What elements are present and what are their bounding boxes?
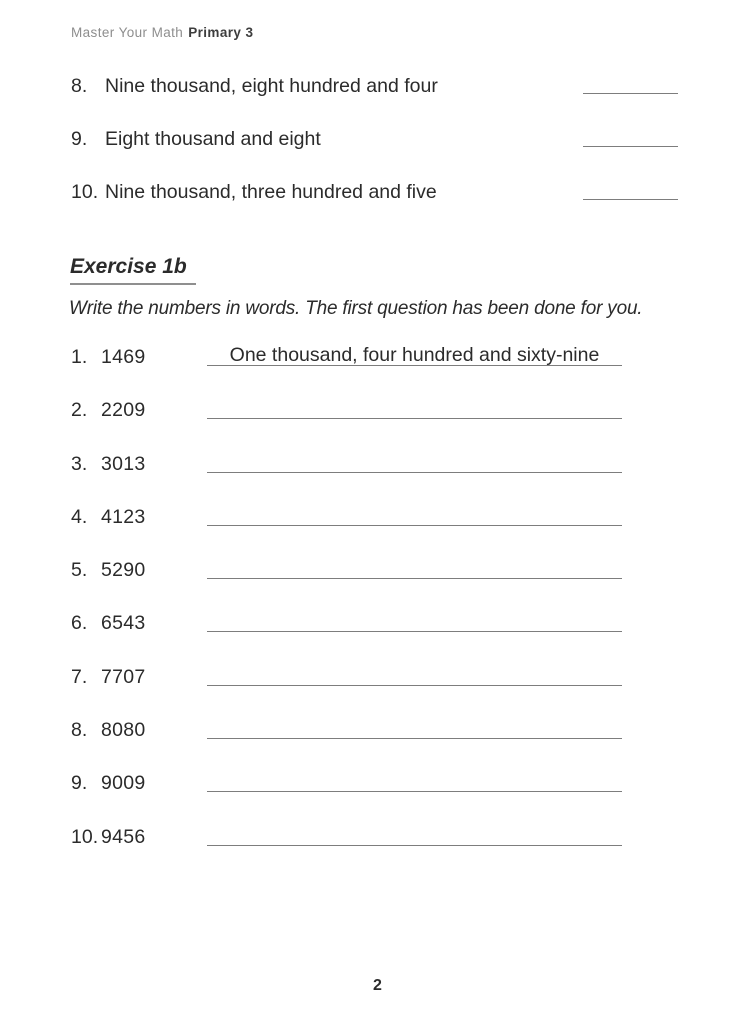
exercise-heading: Exercise 1b: [70, 255, 196, 285]
exercise-instruction: Write the numbers in words. The first question has been done for you.: [69, 298, 643, 319]
question-text: Eight thousand and eight: [105, 128, 321, 150]
question-row: [70, 127, 688, 180]
item-numeral: 1469: [101, 346, 146, 368]
item-numeral: 4123: [101, 505, 146, 528]
item-numeral: 3013: [101, 452, 146, 475]
exercise-row: [70, 611, 688, 664]
item-numeral: 2209: [101, 399, 146, 422]
answer-blank-line[interactable]: [583, 74, 678, 94]
item-number: 8.: [71, 719, 88, 742]
exercise-1b-question-list: [70, 345, 688, 878]
answer-blank-line[interactable]: [207, 718, 622, 739]
item-numeral: 5290: [101, 559, 146, 582]
item-numeral: 8080: [101, 719, 146, 742]
item-number: 7.: [71, 665, 88, 688]
question-number: 9.: [71, 128, 88, 150]
book-level: Primary 3: [188, 25, 254, 40]
item-numeral: 7707: [101, 665, 146, 688]
exercise-row: [70, 718, 688, 771]
exercise-row: [70, 452, 688, 505]
item-number: 10.: [71, 825, 99, 848]
answer-blank-line[interactable]: [207, 345, 622, 366]
item-number: 5.: [71, 559, 88, 582]
exercise-row: [70, 558, 688, 611]
item-number: 3.: [71, 452, 88, 475]
answer-blank-line[interactable]: [583, 127, 678, 147]
question-text: Nine thousand, eight hundred and four: [105, 75, 438, 97]
item-numeral: 9009: [101, 772, 146, 795]
answer-blank-line[interactable]: [207, 665, 622, 686]
question-text: Nine thousand, three hundred and five: [105, 181, 437, 203]
item-numeral: 6543: [101, 612, 146, 635]
item-number: 2.: [71, 399, 88, 422]
page-number: 2: [373, 977, 382, 994]
exercise-row: [70, 825, 688, 878]
answer-blank-line[interactable]: [207, 398, 622, 419]
exercise-row: [70, 505, 688, 558]
question-row: [70, 74, 688, 127]
exercise-row: [70, 345, 688, 398]
exercise-1a-tail-questions: [70, 74, 688, 233]
answer-blank-line[interactable]: [583, 180, 678, 200]
answer-blank-line[interactable]: [207, 505, 622, 526]
item-number: 4.: [71, 505, 88, 528]
item-number: 6.: [71, 612, 88, 635]
answer-blank-line[interactable]: [207, 825, 622, 846]
answer-blank-line[interactable]: [207, 452, 622, 473]
item-numeral: 9456: [101, 825, 146, 848]
answer-blank-line[interactable]: [207, 611, 622, 632]
running-head: [71, 25, 253, 41]
question-number: 10.: [71, 181, 99, 203]
answer-blank-line[interactable]: [207, 558, 622, 579]
answer-blank-line[interactable]: [207, 771, 622, 792]
exercise-row: [70, 665, 688, 718]
book-series-title: Master Your Math: [71, 25, 184, 40]
question-number: 8.: [71, 75, 88, 97]
exercise-row: [70, 771, 688, 824]
answer-text: One thousand, four hundred and sixty-nine: [229, 344, 600, 366]
item-number: 1.: [71, 346, 88, 368]
question-row: [70, 180, 688, 233]
exercise-row: [70, 398, 688, 451]
item-number: 9.: [71, 772, 88, 795]
